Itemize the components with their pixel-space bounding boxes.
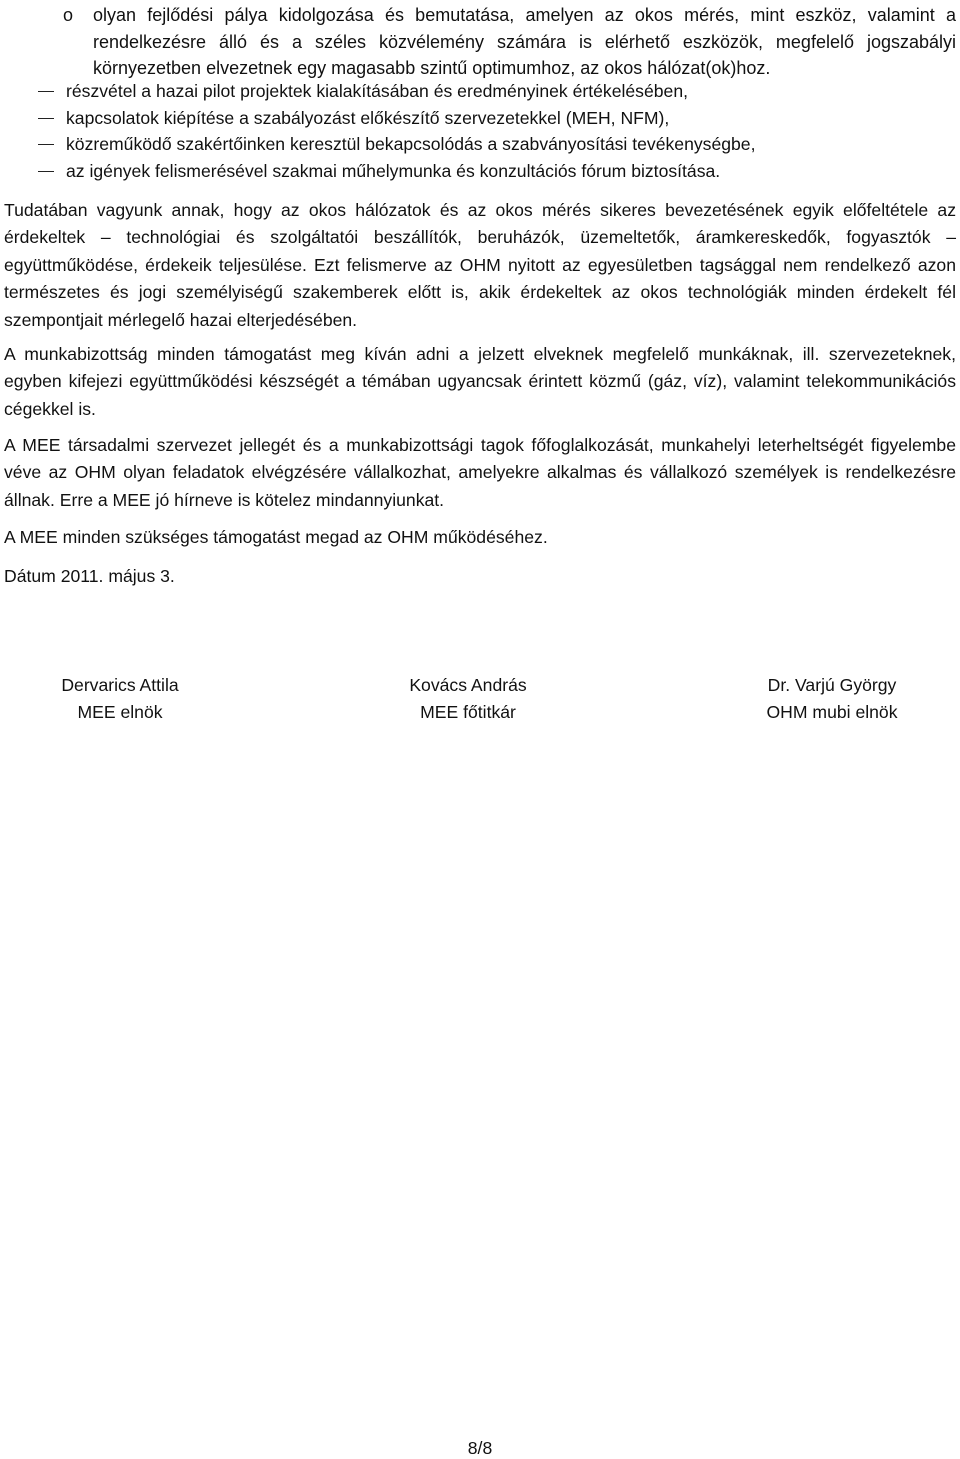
paragraph-stakeholders: Tudatában vagyunk annak, hogy az okos hálózatok és az okos mérés sikeres bevezetésének egyik előfeltétele az érdekeltek – technológiai és szolgáltatói beszállítók, beruházók, üzemeltetők, áramkereskedők, fogyasztók – együttműködése, érdekeik teljesülése. Ezt felismerve az OHM nyitott az egyesületben tagsággal nem rendelkező azon természetes és jogi személyiségű szakemberek előtt is, akik érdekeltek az okos technológiák minden érdekelt fél szempontjait mérlegelő hazai elterjedésében. <box>4 200 956 330</box>
dash-icon <box>38 91 54 92</box>
paragraph-support: A munkabizottság minden támogatást meg kíván adni a jelzett elveknek megfelelő munkáknak, ill. szervezeteknek, egyben kifejezi együttműködési készségét a témában ugyancsak érintett közmű (gáz, víz), valamint telekommunikációs cégekkel is. <box>4 344 956 419</box>
dash-list-item <box>0 105 960 132</box>
signature-block <box>378 672 558 726</box>
dash-list-item <box>0 158 960 185</box>
signature-block <box>732 672 932 726</box>
signatory-name: Kovács András <box>409 675 527 695</box>
signatory-title: MEE főtitkár <box>420 702 516 722</box>
dash-item-text: kapcsolatok kiépítése a szabályozást előkészítő szervezetekkel (MEH, NFM), <box>66 107 670 128</box>
dash-icon <box>38 171 54 172</box>
bullet-marker: o <box>63 5 74 25</box>
page-number: 8/8 <box>467 1438 493 1458</box>
paragraph-mee-support: A MEE minden szükséges támogatást megad az OHM működéséhez. <box>4 527 548 547</box>
dash-icon <box>38 118 54 119</box>
signatory-name: Dr. Varjú György <box>767 675 897 695</box>
dash-icon <box>38 144 54 145</box>
dash-list <box>0 78 960 184</box>
date-line: Dátum 2011. május 3. <box>4 566 175 586</box>
dash-item-text: az igények felismerésével szakmai műhelymunka és konzultációs fórum biztosítása. <box>66 160 721 181</box>
paragraph-mee-character: A MEE társadalmi szervezet jellegét és a munkabizottsági tagok főfoglalkozását, munkahelyi leterheltségét figyelembe véve az OHM olyan feladatok elvégzésére vállalkozhat, amelyekre alkalmas és vállalkozó személyek is rendelkezésre állnak. Erre a MEE jó hírneve is kötelez mindannyiunkat. <box>4 435 956 510</box>
dash-list-item <box>0 78 960 105</box>
dash-list-item <box>0 131 960 158</box>
dash-item-text: közreműködő szakértőinken keresztül bekapcsolódás a szabványosítási tevékenységbe, <box>66 134 756 154</box>
sub-bullet-text: olyan fejlődési pálya kidolgozása és bemutatása, amelyen az okos mérés, mint eszköz, valamint a rendelkezésre álló és a széles közvélemény számára is elérhető eszközök, megfelelő jogszabályi környezetben elvezetnek egy magasabb szintű optimumhoz, az okos hálózat(ok)hoz. <box>93 5 956 78</box>
signatory-name: Dervarics Attila <box>61 675 179 695</box>
signatory-title: OHM mubi elnök <box>766 702 898 722</box>
signature-block <box>30 672 210 726</box>
dash-item-text: részvétel a hazai pilot projektek kialakításában és eredményinek értékelésében, <box>66 81 689 101</box>
signatory-title: MEE elnök <box>77 702 163 722</box>
sub-bullet-item <box>63 2 956 82</box>
